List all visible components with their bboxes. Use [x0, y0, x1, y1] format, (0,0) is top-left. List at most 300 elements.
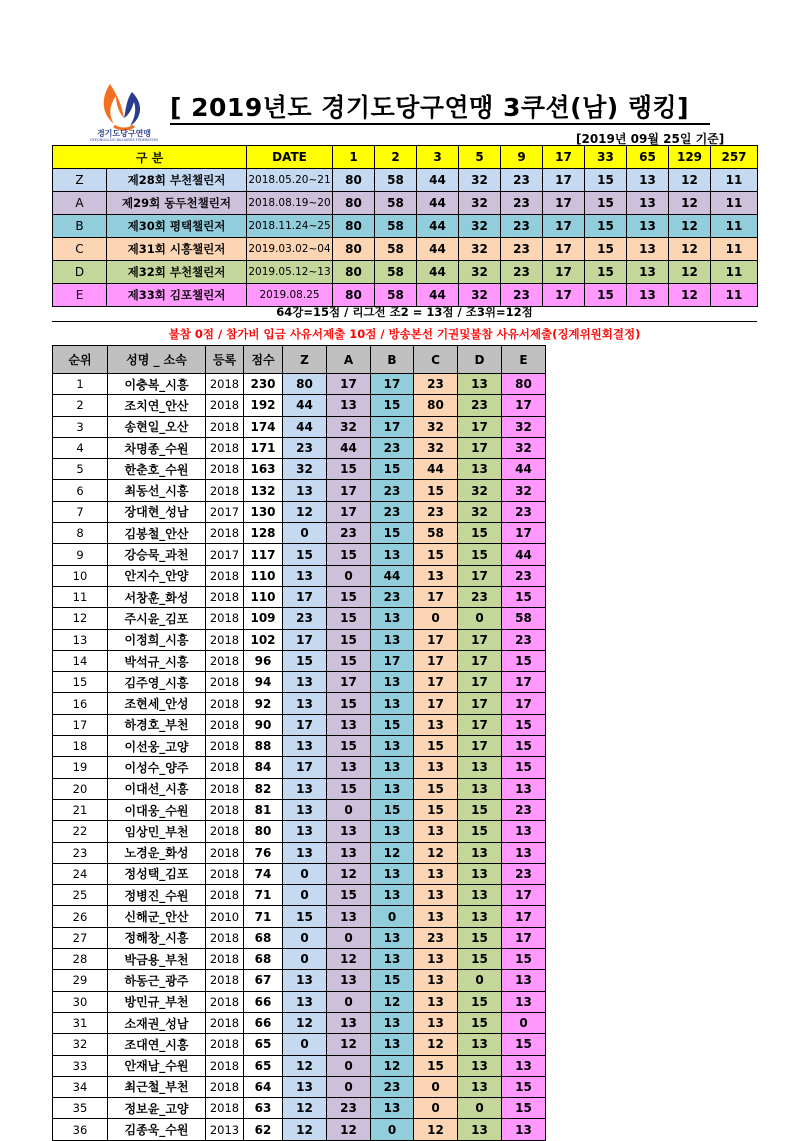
- player-name: 서창훈_화성: [108, 586, 206, 607]
- event-score: 17: [502, 693, 546, 714]
- event-score: 13: [327, 1012, 371, 1033]
- event-score: 13: [502, 778, 546, 799]
- event-score: 23: [371, 437, 414, 458]
- tournament-row: [53, 192, 758, 215]
- event-score: 13: [283, 736, 327, 757]
- event-score: 23: [414, 501, 458, 522]
- tournament-row: [53, 261, 758, 284]
- event-score: 13: [371, 672, 414, 693]
- event-score: 17: [502, 927, 546, 948]
- player-name: 박금용_부천: [108, 949, 206, 970]
- round-points: 23: [501, 169, 543, 192]
- tournament-row: [53, 238, 758, 261]
- ranking-row: [53, 523, 546, 544]
- event-score: 17: [458, 693, 502, 714]
- tournament-row: [53, 169, 758, 192]
- event-score: 23: [371, 586, 414, 607]
- round-points: 13: [627, 215, 669, 238]
- points-rule-note: 64강=15점 / 리그전 조2 = 13점 / 조3위=12점: [276, 305, 533, 319]
- round-points: 44: [417, 215, 459, 238]
- page-title: [ 2019년도 경기도당구연맹 3쿠션(남) 랭킹]: [170, 93, 690, 122]
- ranking-row: [53, 714, 546, 735]
- player-year: 2018: [206, 629, 244, 650]
- ranking-row: [53, 885, 546, 906]
- event-score: 32: [327, 416, 371, 437]
- round-points: 23: [501, 192, 543, 215]
- event-header-c: C: [414, 346, 458, 374]
- player-rank: 20: [53, 778, 108, 799]
- event-score: 17: [371, 374, 414, 395]
- player-total: 92: [244, 693, 283, 714]
- event-score: 32: [414, 416, 458, 437]
- player-rank: 33: [53, 1055, 108, 1076]
- player-rank: 28: [53, 949, 108, 970]
- tournament-header-row: [53, 146, 758, 169]
- player-name: 송현일_오산: [108, 416, 206, 437]
- event-score: 23: [283, 608, 327, 629]
- tournament-name: 제33회 김포챌린저: [107, 284, 247, 307]
- tournament-code: C: [53, 238, 107, 261]
- category-header: 구 분: [53, 146, 247, 169]
- round-points: 23: [501, 261, 543, 284]
- player-total: 96: [244, 650, 283, 671]
- rank-header: 순위: [53, 346, 108, 374]
- player-rank: 13: [53, 629, 108, 650]
- player-rank: 5: [53, 459, 108, 480]
- event-score: 0: [283, 523, 327, 544]
- event-score: 13: [458, 1119, 502, 1140]
- player-rank: 16: [53, 693, 108, 714]
- player-year: 2018: [206, 949, 244, 970]
- event-score: 12: [283, 1098, 327, 1119]
- event-score: 0: [283, 1034, 327, 1055]
- event-score: 44: [283, 395, 327, 416]
- event-score: 80: [283, 374, 327, 395]
- logo-text: 경기도당구연맹: [96, 129, 152, 138]
- event-score: 12: [371, 842, 414, 863]
- tournament-code: D: [53, 261, 107, 284]
- round-points: 12: [669, 261, 711, 284]
- ranking-row: [53, 1119, 546, 1140]
- ranking-row: [53, 459, 546, 480]
- ranking-table: [52, 345, 546, 1141]
- player-rank: 3: [53, 416, 108, 437]
- player-year: 2018: [206, 714, 244, 735]
- event-score: 12: [327, 1034, 371, 1055]
- event-score: 17: [502, 906, 546, 927]
- round-points: 44: [417, 192, 459, 215]
- tournament-name: 제28회 부천챌린저: [107, 169, 247, 192]
- player-year: 2018: [206, 736, 244, 757]
- event-score: 15: [502, 714, 546, 735]
- round-header: 2: [375, 146, 417, 169]
- event-score: 12: [327, 1119, 371, 1140]
- player-year: 2018: [206, 1076, 244, 1097]
- player-year: 2018: [206, 991, 244, 1012]
- player-rank: 1: [53, 374, 108, 395]
- event-score: 13: [458, 374, 502, 395]
- event-score: 15: [371, 395, 414, 416]
- round-points: 15: [585, 215, 627, 238]
- round-points: 13: [627, 169, 669, 192]
- event-score: 17: [371, 650, 414, 671]
- player-name: 김봉철_안산: [108, 523, 206, 544]
- round-points: 12: [669, 284, 711, 307]
- round-points: 17: [543, 261, 585, 284]
- round-points: 23: [501, 238, 543, 261]
- event-score: 13: [371, 544, 414, 565]
- event-score: 13: [414, 1012, 458, 1033]
- event-score: 13: [414, 863, 458, 884]
- player-rank: 35: [53, 1098, 108, 1119]
- round-points: 58: [375, 192, 417, 215]
- ranking-row: [53, 565, 546, 586]
- event-score: 15: [371, 799, 414, 820]
- round-points: 17: [543, 169, 585, 192]
- tournament-name: 제32회 부천챌린저: [107, 261, 247, 284]
- round-points: 12: [669, 215, 711, 238]
- player-total: 130: [244, 501, 283, 522]
- ranking-row: [53, 1076, 546, 1097]
- player-rank: 34: [53, 1076, 108, 1097]
- player-total: 74: [244, 863, 283, 884]
- tournament-date: 2019.03.02~04: [247, 238, 333, 261]
- penalty-rule-note: 불참 0점 / 참가비 입금 사유서제출 10점 / 방송본선 기권및불참 사유서제출(징계위원회결정): [168, 327, 641, 341]
- ranking-row: [53, 970, 546, 991]
- event-score: 0: [414, 1098, 458, 1119]
- ranking-row: [53, 437, 546, 458]
- event-score: 13: [414, 757, 458, 778]
- player-year: 2018: [206, 437, 244, 458]
- player-total: 80: [244, 821, 283, 842]
- player-name: 이충복_시흥: [108, 374, 206, 395]
- event-score: 13: [502, 991, 546, 1012]
- player-name: 이선웅_고양: [108, 736, 206, 757]
- ranking-row: [53, 949, 546, 970]
- player-year: 2018: [206, 1055, 244, 1076]
- event-score: 15: [502, 1034, 546, 1055]
- event-score: 17: [327, 501, 371, 522]
- player-rank: 11: [53, 586, 108, 607]
- event-score: 80: [414, 395, 458, 416]
- event-score: 0: [327, 991, 371, 1012]
- ranking-row: [53, 480, 546, 501]
- tournament-name: 제30회 평택챌린저: [107, 215, 247, 238]
- round-points: 15: [585, 284, 627, 307]
- player-name: 신해군_안산: [108, 906, 206, 927]
- event-score: 17: [283, 586, 327, 607]
- ranking-row: [53, 1098, 546, 1119]
- player-rank: 15: [53, 672, 108, 693]
- event-score: 58: [414, 523, 458, 544]
- player-total: 82: [244, 778, 283, 799]
- player-name: 박석규_시흥: [108, 650, 206, 671]
- event-score: 13: [414, 970, 458, 991]
- event-score: 13: [283, 821, 327, 842]
- ranking-row: [53, 863, 546, 884]
- player-name: 최근철_부천: [108, 1076, 206, 1097]
- event-score: 13: [458, 1034, 502, 1055]
- round-points: 13: [627, 238, 669, 261]
- player-year: 2018: [206, 821, 244, 842]
- event-score: 12: [283, 1055, 327, 1076]
- event-score: 23: [458, 586, 502, 607]
- player-total: 88: [244, 736, 283, 757]
- event-score: 13: [283, 565, 327, 586]
- event-score: 13: [371, 757, 414, 778]
- event-score: 17: [502, 395, 546, 416]
- player-rank: 30: [53, 991, 108, 1012]
- event-score: 13: [414, 714, 458, 735]
- event-score: 32: [502, 480, 546, 501]
- round-header: 257: [711, 146, 758, 169]
- event-score: 13: [283, 480, 327, 501]
- event-score: 15: [502, 1098, 546, 1119]
- player-year: 2018: [206, 459, 244, 480]
- player-total: 174: [244, 416, 283, 437]
- player-name: 정병진_수원: [108, 885, 206, 906]
- player-rank: 31: [53, 1012, 108, 1033]
- round-points: 12: [669, 192, 711, 215]
- event-score: 17: [414, 650, 458, 671]
- event-score: 17: [458, 650, 502, 671]
- event-score: 13: [458, 1055, 502, 1076]
- tournament-code: B: [53, 215, 107, 238]
- player-total: 64: [244, 1076, 283, 1097]
- player-year: 2018: [206, 1098, 244, 1119]
- round-points: 11: [711, 238, 758, 261]
- player-year: 2018: [206, 416, 244, 437]
- ranking-row: [53, 1034, 546, 1055]
- player-name: 조치연_안산: [108, 395, 206, 416]
- player-name: 하동근_광주: [108, 970, 206, 991]
- round-points: 11: [711, 169, 758, 192]
- player-year: 2018: [206, 1034, 244, 1055]
- tournament-code: Z: [53, 169, 107, 192]
- round-points: 12: [669, 169, 711, 192]
- event-score: 17: [414, 693, 458, 714]
- event-score: 0: [371, 1119, 414, 1140]
- round-points: 15: [585, 192, 627, 215]
- event-score: 44: [502, 459, 546, 480]
- event-score: 13: [371, 1098, 414, 1119]
- player-rank: 19: [53, 757, 108, 778]
- event-score: 13: [327, 757, 371, 778]
- ranking-row: [53, 991, 546, 1012]
- event-score: 13: [371, 693, 414, 714]
- ranking-row: [53, 650, 546, 671]
- ranking-row: [53, 736, 546, 757]
- event-score: 13: [502, 1055, 546, 1076]
- event-score: 0: [414, 608, 458, 629]
- round-points: 17: [543, 284, 585, 307]
- player-year: 2018: [206, 1012, 244, 1033]
- round-points: 32: [459, 261, 501, 284]
- event-score: 0: [327, 565, 371, 586]
- player-rank: 25: [53, 885, 108, 906]
- round-points: 15: [585, 238, 627, 261]
- event-score: 15: [327, 608, 371, 629]
- event-score: 23: [371, 501, 414, 522]
- player-rank: 9: [53, 544, 108, 565]
- ranking-row: [53, 778, 546, 799]
- round-points: 17: [543, 215, 585, 238]
- player-year: 2013: [206, 1119, 244, 1140]
- player-total: 65: [244, 1034, 283, 1055]
- player-rank: 12: [53, 608, 108, 629]
- round-points: 15: [585, 261, 627, 284]
- event-score: 0: [327, 1076, 371, 1097]
- event-score: 44: [414, 459, 458, 480]
- tournament-date: 2019.08.25: [247, 284, 333, 307]
- event-score: 23: [502, 863, 546, 884]
- player-total: 68: [244, 927, 283, 948]
- player-total: 230: [244, 374, 283, 395]
- event-score: 23: [414, 927, 458, 948]
- event-score: 13: [327, 842, 371, 863]
- event-score: 13: [458, 863, 502, 884]
- event-score: 13: [371, 778, 414, 799]
- round-points: 13: [627, 284, 669, 307]
- event-score: 17: [283, 714, 327, 735]
- player-total: 84: [244, 757, 283, 778]
- player-total: 90: [244, 714, 283, 735]
- player-rank: 36: [53, 1119, 108, 1140]
- event-score: 32: [502, 416, 546, 437]
- player-total: 67: [244, 970, 283, 991]
- round-points: 80: [333, 261, 375, 284]
- player-name: 노경운_화성: [108, 842, 206, 863]
- event-score: 15: [414, 778, 458, 799]
- event-score: 17: [327, 374, 371, 395]
- tournament-code: A: [53, 192, 107, 215]
- player-year: 2018: [206, 650, 244, 671]
- event-score: 15: [458, 1012, 502, 1033]
- event-score: 15: [414, 1055, 458, 1076]
- event-score: 0: [458, 970, 502, 991]
- event-score: 13: [414, 821, 458, 842]
- player-year: 2018: [206, 395, 244, 416]
- event-score: 17: [414, 629, 458, 650]
- event-score: 12: [327, 949, 371, 970]
- event-score: 13: [458, 757, 502, 778]
- player-year: 2017: [206, 544, 244, 565]
- event-score: 13: [502, 970, 546, 991]
- event-score: 13: [371, 629, 414, 650]
- round-points: 13: [627, 261, 669, 284]
- event-score: 12: [414, 1119, 458, 1140]
- event-score: 13: [502, 842, 546, 863]
- event-score: 17: [458, 416, 502, 437]
- event-score: 44: [283, 416, 327, 437]
- player-rank: 18: [53, 736, 108, 757]
- event-score: 32: [502, 437, 546, 458]
- event-score: 12: [283, 501, 327, 522]
- event-score: 15: [414, 799, 458, 820]
- ranking-row: [53, 821, 546, 842]
- player-total: 192: [244, 395, 283, 416]
- round-points: 11: [711, 284, 758, 307]
- player-total: 66: [244, 991, 283, 1012]
- player-total: 94: [244, 672, 283, 693]
- event-score: 13: [502, 1119, 546, 1140]
- event-score: 15: [458, 991, 502, 1012]
- round-points: 17: [543, 238, 585, 261]
- event-score: 12: [414, 1034, 458, 1055]
- round-points: 32: [459, 192, 501, 215]
- ranking-row: [53, 544, 546, 565]
- round-points: 23: [501, 284, 543, 307]
- tournament-name: 제31회 시흥챌린저: [107, 238, 247, 261]
- player-year: 2018: [206, 778, 244, 799]
- player-rank: 17: [53, 714, 108, 735]
- tournament-date: 2018.11.24~25: [247, 215, 333, 238]
- player-total: 117: [244, 544, 283, 565]
- player-name: 김종욱_수원: [108, 1119, 206, 1140]
- event-score: 13: [414, 565, 458, 586]
- round-points: 32: [459, 169, 501, 192]
- name-header: 성명 _ 소속: [108, 346, 206, 374]
- event-score: 17: [283, 757, 327, 778]
- event-score: 15: [371, 714, 414, 735]
- event-score: 15: [327, 778, 371, 799]
- event-score: 23: [502, 799, 546, 820]
- event-score: 15: [327, 544, 371, 565]
- event-score: 80: [502, 374, 546, 395]
- player-name: 강승묵_과천: [108, 544, 206, 565]
- round-points: 80: [333, 169, 375, 192]
- event-score: 17: [458, 714, 502, 735]
- logo-subtext: GYEONGGI-DO BILLIARDS FEDERATION: [90, 138, 158, 142]
- player-name: 정성택_김포: [108, 863, 206, 884]
- round-header: 65: [627, 146, 669, 169]
- event-score: 13: [371, 927, 414, 948]
- divider: [52, 321, 757, 322]
- round-points: 80: [333, 284, 375, 307]
- round-points: 11: [711, 215, 758, 238]
- event-score: 23: [414, 374, 458, 395]
- player-name: 이성수_양주: [108, 757, 206, 778]
- event-header-e: E: [502, 346, 546, 374]
- ranking-row: [53, 1012, 546, 1033]
- player-year: 2018: [206, 757, 244, 778]
- player-total: 63: [244, 1098, 283, 1119]
- player-rank: 21: [53, 799, 108, 820]
- player-name: 안재남_수원: [108, 1055, 206, 1076]
- event-score: 15: [283, 650, 327, 671]
- tournament-date: 2018.05.20~21: [247, 169, 333, 192]
- round-points: 17: [543, 192, 585, 215]
- round-points: 80: [333, 238, 375, 261]
- player-year: 2018: [206, 842, 244, 863]
- player-name: 방민규_부천: [108, 991, 206, 1012]
- event-score: 17: [458, 565, 502, 586]
- event-score: 17: [327, 480, 371, 501]
- player-rank: 27: [53, 927, 108, 948]
- player-total: 65: [244, 1055, 283, 1076]
- ranking-row: [53, 608, 546, 629]
- year-header: 등록: [206, 346, 244, 374]
- round-points: 32: [459, 238, 501, 261]
- tournament-date: 2018.08.19~20: [247, 192, 333, 215]
- event-score: 13: [414, 991, 458, 1012]
- round-header: 9: [501, 146, 543, 169]
- player-rank: 22: [53, 821, 108, 842]
- player-name: 주시윤_김포: [108, 608, 206, 629]
- round-header: 17: [543, 146, 585, 169]
- event-score: 12: [283, 1119, 327, 1140]
- event-score: 0: [283, 885, 327, 906]
